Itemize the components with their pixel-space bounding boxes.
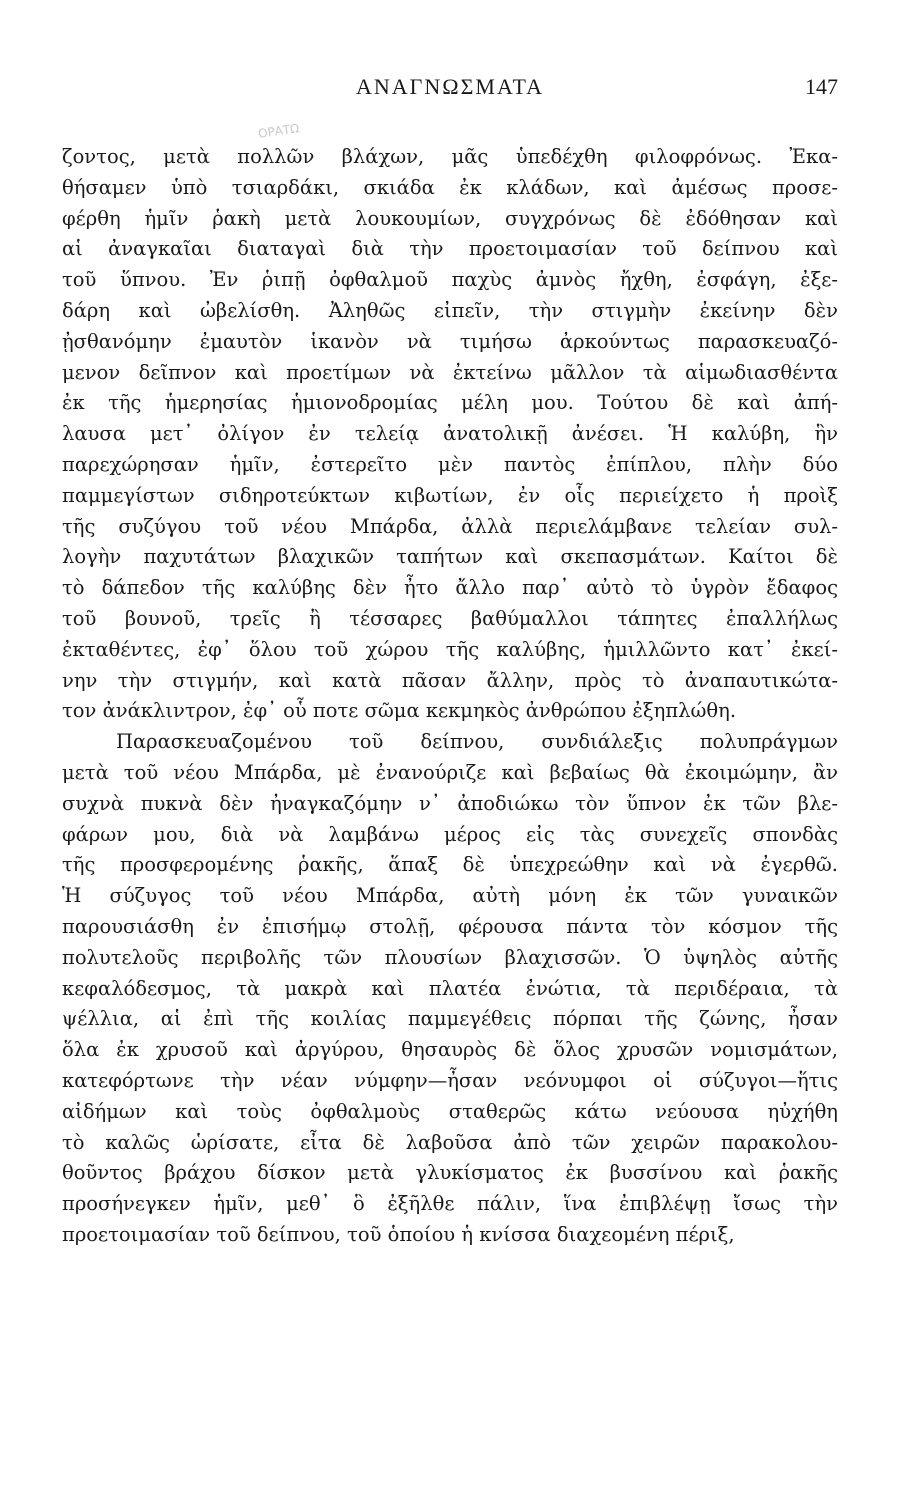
text-line: μενον δεῖπνον καὶ προετίμων νὰ ἐκτείνω μᾶλλον τὰ αἱμωδιασθέντα [62,360,838,384]
text-line: προετοιμασίαν τοῦ δείπνου, τοῦ ὁποίου ἡ κνίσσα διαχεομένη πέριξ, [62,1222,735,1246]
running-title: ΑΝΑΓΝΩΣΜΑΤΑ [355,74,545,99]
text-line: κατεφόρτωνε τὴν νέαν νύμφην—ἦσαν νεόνυμφοι οἱ σύζυγοι—ἥτις [62,1068,838,1092]
paragraph [62,727,838,1251]
page-number: 147 [805,74,838,99]
text-line: μετὰ τοῦ νέου Μπάρδα, μὲ ἐνανούριζε καὶ βεβαίως θὰ ἐκοιμώμην, ἂν [62,760,838,784]
text-line: παρεχώρησαν ἡμῖν, ἐστερεῖτο μὲν παντὸς ἐπίπλου, πλὴν δύο [62,452,838,476]
paragraph [62,142,838,727]
text-line: τοῦ ὕπνου. Ἐν ῥιπῇ ὀφθαλμοῦ παχὺς ἀμνὸς ἤχθη, ἐσφάγη, ἐξε- [62,268,838,292]
text-line: τον ἀνάκλιντρον, ἐφ᾽ οὗ ποτε σῶμα κεκμηκὸς ἀνθρώπου ἐξηπλώθη. [62,699,737,723]
text-line: Παρασκευαζομένου τοῦ δείπνου, συνδιάλεξις πολυπράγμων [116,730,838,754]
body-text [62,142,838,1251]
text-line: Ἡ σύζυγος τοῦ νέου Μπάρδα, αὐτὴ μόνη ἐκ τῶν γυναικῶν [62,884,838,908]
text-line: ψέλλια, αἱ ἐπὶ τῆς κοιλίας παμμεγέθεις πόρπαι τῆς ζώνης, ἦσαν [62,1007,838,1031]
text-line: θοῦντος βράχου δίσκον μετὰ γλυκίσματος ἐκ βυσσίνου καὶ ῥακῆς [62,1161,838,1185]
text-line: τὸ καλῶς ὡρίσατε, εἶτα δὲ λαβοῦσα ἀπὸ τῶν χειρῶν παρακολου- [62,1130,838,1154]
text-line: ζοντος, μετὰ πολλῶν βλάχων, μᾶς ὑπεδέχθη φιλοφρόνως. Ἐκα- [62,145,838,168]
text-line: δάρη καὶ ὠβελίσθη. Ἀληθῶς εἰπεῖν, τὴν στιγμὴν ἐκείνην δὲν [62,298,838,322]
text-line: ὅλα ἐκ χρυσοῦ καὶ ἀργύρου, θησαυρὸς δὲ ὅλος χρυσῶν νομισμάτων, [62,1038,838,1062]
text-line: λογὴν παχυτάτων βλαχικῶν ταπήτων καὶ σκεπασμάτων. Καίτοι δὲ [62,545,838,569]
text-line: τῆς προσφερομένης ῥακῆς, ἅπαξ δὲ ὑπεχρεώθην καὶ νὰ ἐγερθῶ. [62,853,838,877]
text-line: ἐκ τῆς ἡμερησίας ἡμιονοδρομίας μέλη μου. Τούτου δὲ καὶ ἀπή- [62,391,838,415]
text-line: παρουσιάσθη ἐν ἐπισήμῳ στολῇ, φέρουσα πάντα τὸν κόσμον τῆς [62,914,838,938]
text-line: συχνὰ πυκνὰ δὲν ἠναγκαζόμην ν᾽ ἀποδιώκω τὸν ὕπνον ἐκ τῶν βλε- [62,791,838,815]
text-line: κεφαλόδεσμος, τὰ μακρὰ καὶ πλατέα ἐνώτια, τὰ περιδέραια, τὰ [62,976,838,1000]
text-line: αἰδήμων καὶ τοὺς ὀφθαλμοὺς σταθερῶς κάτω νεύουσα ηὐχήθη [62,1099,838,1123]
text-line: ᾐσθανόμην ἐμαυτὸν ἱκανὸν νὰ τιμήσω ἀρκούντως παρασκευαζό- [62,329,838,353]
page-header [62,74,838,108]
text-line: παμμεγίστων σιδηροτεύκτων κιβωτίων, ἐν οἷς περιείχετο ἡ προὶξ [62,483,838,507]
text-line: φάρων μου, διὰ νὰ λαμβάνω μέρος εἰς τὰς συνεχεῖς σπονδὰς [62,822,838,846]
text-line: τῆς συζύγου τοῦ νέου Μπάρδα, ἀλλὰ περιελάμβανε τελείαν συλ- [62,514,838,538]
text-line: ἐκταθέντες, ἐφ᾽ ὅλου τοῦ χώρου τῆς καλύβης, ἡμιλλῶντο κατ᾽ ἐκεί- [62,637,838,661]
text-line: πολυτελοῦς περιβολῆς τῶν πλουσίων βλαχισσῶν. Ὁ ὑψηλὸς αὐτῆς [62,945,838,969]
text-line: λαυσα μετ᾽ ὀλίγον ἐν τελείᾳ ἀνατολικῇ ἀνέσει. Ἡ καλύβη, ἣν [62,422,838,446]
text-line: τὸ δάπεδον τῆς καλύβης δὲν ἦτο ἄλλο παρ᾽ αὐτὸ τὸ ὑγρὸν ἔδαφος [62,576,838,600]
text-line: νην τὴν στιγμήν, καὶ κατὰ πᾶσαν ἄλλην, πρὸς τὸ ἀναπαυτικώτα- [62,668,838,692]
text-line: θήσαμεν ὑπὸ τσιαρδάκι, σκιάδα ἐκ κλάδων, καὶ ἀμέσως προσε- [62,175,838,199]
text-line: αἱ ἀναγκαῖαι διαταγαὶ διὰ τὴν προετοιμασίαν τοῦ δείπνου καὶ [62,237,838,261]
text-line: τοῦ βουνοῦ, τρεῖς ἢ τέσσαρες βαθύμαλλοι τάπητες ἐπαλλήλως [62,606,838,630]
text-line: προσήνεγκεν ἡμῖν, μεθ᾽ ὃ ἐξῆλθε πάλιν, ἵνα ἐπιβλέψῃ ἴσως τὴν [62,1192,838,1216]
text-line: φέρθη ἡμῖν ῥακὴ μετὰ λουκουμίων, συγχρόνως δὲ ἐδόθησαν καὶ [62,206,838,230]
margin-pencil-note: ΟΡΑΤΩ [257,121,301,141]
